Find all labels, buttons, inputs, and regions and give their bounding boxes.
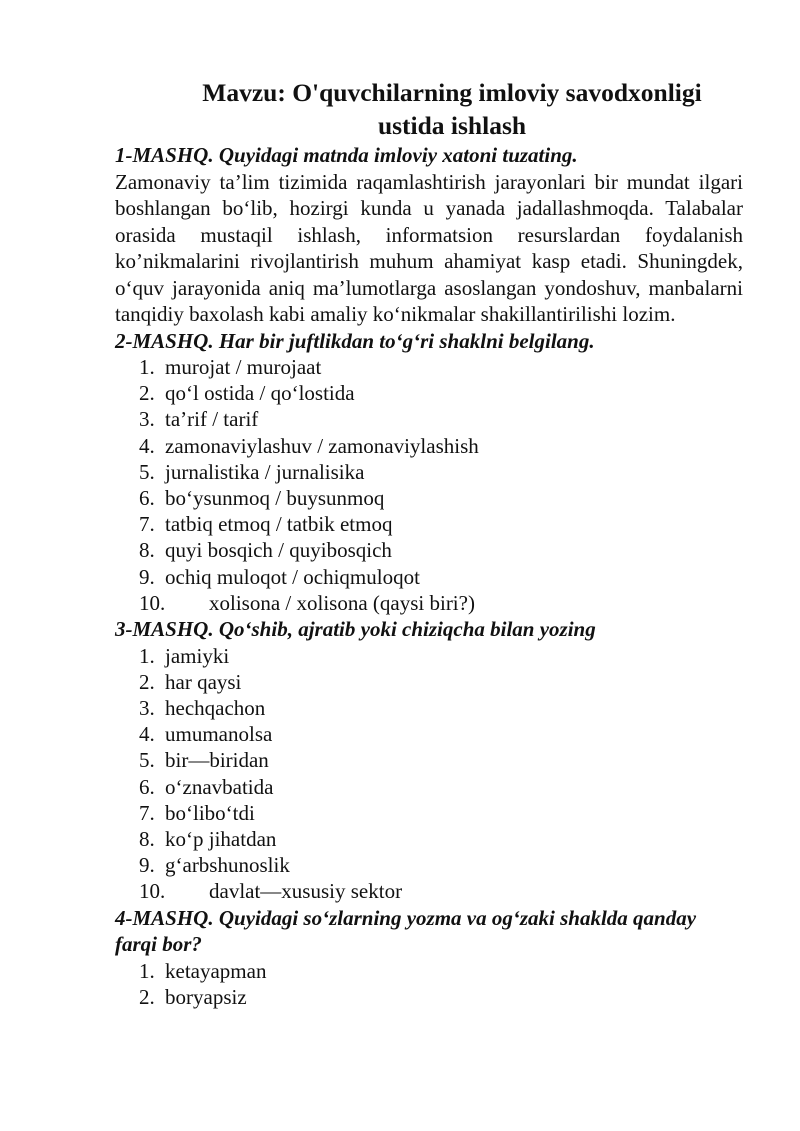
item-text: xolisona / xolisona (qaysi biri?) [209,590,475,615]
exercise-3-list [115,643,743,905]
list-item [115,878,743,904]
item-text: zamonaviylashuv / zamonaviylashish [165,433,479,458]
item-number: 4. [139,722,155,747]
list-item [115,747,743,773]
item-number: 2. [139,669,155,694]
item-number: 9. [139,564,155,589]
item-number: 2. [139,984,155,1009]
item-text: umumanolsa [165,722,273,747]
exercise-2-heading: 2-MASHQ. Har bir juftlikdan to‘g‘ri shaklni belgilang. [115,328,595,353]
item-text: bo‘ysunmoq / buysunmoq [165,486,385,511]
item-text: g‘arbshunoslik [165,853,290,878]
item-number: 7. [139,800,155,825]
item-text: davlat—xususiy sektor [209,879,403,904]
item-text: ketayapman [165,958,267,983]
list-item [115,485,743,511]
list-item [115,564,743,590]
list-item [115,380,743,406]
item-text: jamiyki [165,643,230,668]
item-text: o‘znavbatida [165,774,274,799]
item-text: quyi bosqich / quyibosqich [165,538,392,563]
item-number: 8. [139,826,155,851]
item-text: har qaysi [165,669,242,694]
item-text: ta’rif / tarif [165,407,259,432]
title-line-1: Mavzu: O'quvchilarning imloviy savodxonligi [202,78,702,107]
item-text: jurnalistika / jurnalisika [165,459,365,484]
exercise-4-list [115,958,743,1010]
list-item [115,721,743,747]
item-text: bir—biridan [165,748,269,773]
item-number: 6. [139,486,155,511]
item-number: 1. [139,643,155,668]
document-page [115,76,743,1010]
exercise-3-heading: 3-MASHQ. Qo‘shib, ajratib yoki chiziqcha bilan yozing [115,617,596,642]
item-text: ochiq muloqot / ochiqmuloqot [165,564,420,589]
list-item [115,984,743,1010]
list-item [115,774,743,800]
list-item [115,590,743,616]
item-number: 1. [139,958,155,983]
item-text: qo‘l ostida / qo‘lostida [165,381,355,406]
list-item [115,826,743,852]
list-item [115,643,743,669]
item-text: bo‘libo‘tdi [165,800,255,825]
list-item [115,800,743,826]
item-number: 1. [139,355,155,379]
exercise-1-heading: 1-MASHQ. Quyidagi matnda imloviy xatoni tuzating. [115,143,578,167]
list-item [115,459,743,485]
item-text: tatbiq etmoq / tatbik etmoq [165,512,393,537]
item-number: 9. [139,853,155,878]
item-number: 10. [139,879,166,904]
item-text: boryapsiz [165,984,247,1009]
item-number: 6. [139,774,155,799]
list-item [115,537,743,563]
exercise-1-text: Zamonaviy ta’lim tizimida raqamlashtirish jarayonlari bir mundat ilgari boshlangan bo‘lib, hozirgi kunda u yanada jadallashmoqda. Talabalar orasida mustaqil ishlash, informatsion resurslardan foydalanish ko’nikmalarini rivojlantirish muhum ahamiyat kasp etadi. Shuningdek, o‘quv jarayonida aniq ma’lumotlarga asoslangan yondoshuv, manbalarni tanqidiy baxolash kabi amaliy ko‘nikmalar shakillantirilishi lozim. [115,169,743,326]
list-item [115,354,743,380]
exercise-2-list [115,354,743,616]
item-text: hechqachon [165,695,266,720]
list-item [115,669,743,695]
item-number: 3. [139,695,155,720]
title-line-2: ustida ishlash [377,111,527,140]
item-number: 8. [139,538,155,563]
list-item [115,511,743,537]
item-text: ko‘p jihatdan [165,826,277,851]
list-item [115,852,743,878]
list-item [115,406,743,432]
item-number: 10. [139,590,166,615]
item-number: 5. [139,459,155,484]
item-number: 3. [139,407,155,432]
list-item [115,958,743,984]
item-number: 2. [139,381,155,406]
item-number: 4. [139,433,155,458]
item-number: 5. [139,748,155,773]
exercise-4-heading: 4-MASHQ. Quyidagi so‘zlarning yozma va og‘zaki shaklda qanday farqi bor? [115,905,697,957]
list-item [115,433,743,459]
item-text: murojat / murojaat [165,355,322,379]
list-item [115,695,743,721]
page-title [115,76,743,142]
item-number: 7. [139,512,155,537]
